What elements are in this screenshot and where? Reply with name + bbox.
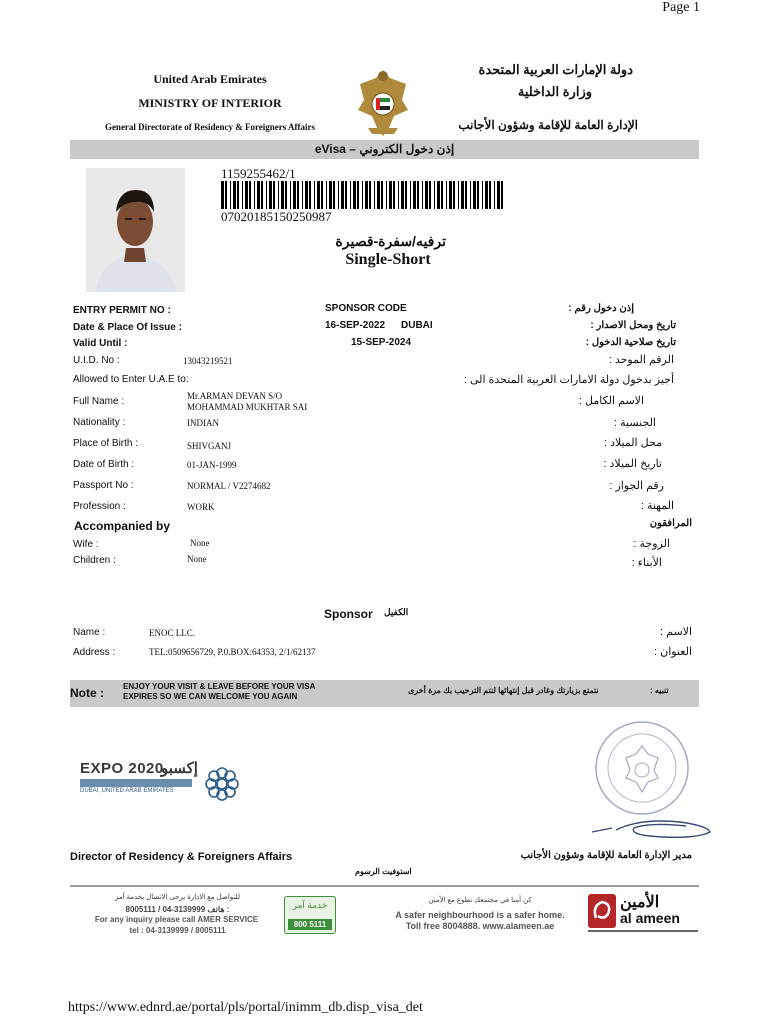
barcode-bar (369, 181, 371, 209)
barcode-bar (230, 181, 231, 209)
accompanied-title-ar: المرافقون (649, 518, 692, 529)
expo-arabic-strip (80, 779, 192, 787)
barcode-bar (365, 181, 368, 209)
date-place-ar: تاريخ ومحل الاصدار : (590, 320, 676, 331)
allowed-ar: أجيز بدخول دولة الامارات العربية المتحدة الى : (463, 374, 674, 386)
sponsor-title: Sponsor (324, 607, 373, 621)
barcode-bar (245, 181, 248, 209)
amer-logo-ar: خدمة آمر (292, 900, 328, 910)
valid-until-value: 15-SEP-2024 (351, 337, 412, 348)
barcode-bar (374, 181, 375, 209)
children-label: Children : (73, 555, 116, 566)
barcode-bar (482, 181, 483, 209)
barcode-bar (422, 181, 423, 209)
barcode-bar (485, 181, 488, 209)
barcode-bar (398, 181, 399, 209)
passport-ar: رقم الجواز : (609, 480, 664, 492)
uid-ar: الرقم الموحد : (608, 354, 674, 366)
full-name-ar: الاسم الكامل : (578, 395, 644, 407)
footer-divider (70, 885, 699, 887)
barcode-bar (446, 181, 447, 209)
barcode-bar (293, 181, 296, 209)
note-text-line1: ENJOY YOUR VISIT & LEAVE BEFORE YOUR VISA (123, 682, 316, 691)
barcode-bar (362, 181, 363, 209)
barcode-bar (453, 181, 455, 209)
amer-badge: 800 5111 (288, 919, 332, 930)
barcode-bar (345, 181, 347, 209)
barcode-bar (329, 181, 332, 209)
barcode-bar (326, 181, 327, 209)
barcode-bar (497, 181, 500, 209)
expo-title-ar: إكسبو (161, 760, 198, 777)
directorate-ar: الإدارة العامة للإقامة وشؤون الأجانب (458, 118, 638, 132)
barcode-bar (413, 181, 416, 209)
sponsor-code-label: SPONSOR CODE (325, 303, 407, 314)
profession-label: Profession : (73, 501, 126, 512)
sponsor-name-value: ENOC LLC. (149, 628, 195, 638)
evisa-title: eVisa – إذن دخول الكتروني (314, 142, 455, 156)
barcode-top-number: 1159255462/1 (221, 166, 296, 181)
barcode-bar (290, 181, 291, 209)
sponsor-title-ar: الكفيل (384, 607, 409, 617)
barcode-bar (377, 181, 380, 209)
passport-value: NORMAL / V2274682 (187, 481, 271, 491)
alameen-logo-underline (588, 930, 698, 932)
barcode-bar (489, 181, 491, 209)
barcode-bottom-number: 07020185150250987 (221, 209, 332, 224)
barcode-bar (225, 181, 227, 209)
barcode-bar (441, 181, 443, 209)
fees-paid-ar: استوفيت الرسوم (355, 867, 412, 876)
children-ar: الأبناء : (631, 557, 662, 569)
page-url: https://www.ednrd.ae/portal/pls/portal/inimm_db.disp_visa_det (68, 1000, 423, 1015)
wife-value: None (190, 538, 210, 548)
alameen-ar-line: كن آمنا في مجتمعك تطوع مع الأمين (428, 897, 532, 904)
date-of-birth-label: Date of Birth : (73, 459, 135, 470)
place-value: DUBAI (401, 320, 433, 331)
place-of-birth-ar: محل الميلاد : (603, 437, 662, 449)
barcode-bar (285, 181, 287, 209)
barcode-bar (429, 181, 431, 209)
barcode-bar (473, 181, 476, 209)
barcode-bar (309, 181, 311, 209)
expo-title: EXPO 2020 (80, 760, 164, 777)
barcode-bar (425, 181, 428, 209)
barcode-bar (257, 181, 260, 209)
barcode-bar (297, 181, 299, 209)
barcode-bar (501, 181, 503, 209)
barcode-bar (254, 181, 255, 209)
barcode-bar (338, 181, 339, 209)
barcode-bar (321, 181, 323, 209)
barcode-bar (465, 181, 467, 209)
barcode-bar (417, 181, 419, 209)
barcode-bar (449, 181, 452, 209)
sponsor-name-ar: الاسم : (660, 626, 692, 638)
barcode-bar (333, 181, 335, 209)
amer-phones-ar: 8005111 / 04-3139999 هاتف : (125, 905, 230, 914)
note-bar (70, 680, 699, 707)
barcode (221, 181, 508, 209)
barcode-bar (389, 181, 392, 209)
barcode-bar (434, 181, 435, 209)
barcode-bar (269, 181, 272, 209)
valid-until-label: Valid Until : (73, 338, 128, 349)
applicant-photo (86, 168, 185, 292)
barcode-bar (470, 181, 471, 209)
barcode-bar (393, 181, 395, 209)
nationality-label: Nationality : (73, 417, 126, 428)
sponsor-address-value: TEL:0509656729, P.0.BOX:64353, 2/1/62137 (149, 647, 316, 657)
barcode-bar (350, 181, 351, 209)
barcode-bar (305, 181, 308, 209)
barcode-bar (237, 181, 239, 209)
barcode-bar (341, 181, 344, 209)
note-label-ar: تنبيه : (650, 686, 669, 695)
visa-type-ar: ترفيه/سفرة-قصيرة (335, 233, 446, 249)
date-place-value: 16-SEP-2022 (325, 320, 386, 331)
alameen-line2: Toll free 8004888. www.alameen.ae (405, 921, 555, 931)
wife-label: Wife : (73, 539, 99, 550)
barcode-bar (302, 181, 303, 209)
director-title-ar: مدير الإدارة العامة للإقامة وشؤون الأجانب (520, 850, 692, 861)
amer-inquiry: For any inquiry please call AMER SERVICE (94, 915, 259, 924)
entry-permit-label: ENTRY PERMIT NO : (73, 305, 171, 316)
entry-permit-ar: إذن دخول رقم : (568, 303, 634, 314)
alameen-logo-en: al ameen (620, 910, 680, 926)
barcode-bar (233, 181, 236, 209)
barcode-bar (461, 181, 464, 209)
barcode-bar (278, 181, 279, 209)
wife-ar: الزوجة : (633, 538, 670, 550)
profession-ar: المهنة : (640, 500, 674, 512)
alameen-logo-ar: الأمين (620, 894, 660, 911)
evisa-title-bar (70, 140, 699, 159)
visa-type-en: Single-Short (345, 251, 431, 268)
amer-contact-ar: للتواصل مع الادارة يرجى الاتصال بخدمة آمر (115, 894, 240, 901)
note-text-ar: نتمتع بزيارتك وغادر قبل إنتهائها لنتم الترحيب بك مرة أخرى (408, 686, 599, 695)
date-of-birth-ar: تاريخ الميلاد : (603, 458, 662, 470)
full-name-label: Full Name : (73, 396, 125, 407)
date-place-label: Date & Place Of Issue : (73, 322, 182, 333)
barcode-bar (266, 181, 267, 209)
barcode-bar (317, 181, 320, 209)
amer-logo (284, 896, 336, 934)
valid-until-ar: تاريخ صلاحية الدخول : (585, 337, 676, 348)
barcode-bar (437, 181, 440, 209)
profession-value: WORK (187, 502, 215, 512)
nationality-ar: الجنسية : (614, 417, 656, 429)
sponsor-address-ar: العنوان : (654, 646, 692, 658)
place-of-birth-label: Place of Birth : (73, 438, 139, 449)
full-name-line2: MOHAMMAD MUKHTAR SAI (187, 402, 308, 412)
barcode-bar (381, 181, 383, 209)
barcode-bar (458, 181, 459, 209)
uid-label: U.I.D. No : (73, 355, 120, 366)
date-of-birth-value: 01-JAN-1999 (187, 460, 237, 470)
page-label: Page 1 (662, 0, 700, 15)
barcode-bar (410, 181, 411, 209)
ministry-en: MINISTRY OF INTERIOR (138, 96, 282, 110)
expo-flower-icon (202, 764, 242, 804)
directorate-en: General Directorate of Residency & Foreigners Affairs (104, 122, 316, 132)
full-name-line1: Mr.ARMAN DEVAN S/O (187, 391, 283, 401)
allowed-label: Allowed to Enter U.A.E to: (73, 374, 189, 385)
uid-value: 13043219521 (183, 356, 233, 366)
barcode-bar (281, 181, 284, 209)
nationality-value: INDIAN (187, 418, 219, 428)
barcode-bar (242, 181, 243, 209)
barcode-bar (401, 181, 404, 209)
place-of-birth-value: SHIVGANJ (187, 441, 232, 451)
barcode-bar (261, 181, 263, 209)
barcode-bar (221, 181, 224, 209)
sponsor-address-label: Address : (73, 647, 116, 658)
barcode-bar (357, 181, 359, 209)
children-value: None (187, 554, 207, 564)
alameen-emblem-icon (588, 894, 616, 928)
barcode-bar (314, 181, 315, 209)
uae-emblem-icon (354, 66, 412, 140)
amer-tel: tel : 04-3139999 / 8005111 (129, 926, 226, 935)
director-title: Director of Residency & Foreigners Affairs (70, 851, 293, 863)
official-stamp-icon (592, 718, 692, 818)
country-ar: دولة الإمارات العربية المتحدة (478, 62, 633, 77)
alameen-logo (588, 894, 698, 934)
barcode-bar (494, 181, 495, 209)
barcode-bar (273, 181, 275, 209)
barcode-bar (249, 181, 251, 209)
director-signature (590, 814, 720, 846)
barcode-bar (477, 181, 479, 209)
barcode-bar (353, 181, 356, 209)
barcode-bar (386, 181, 387, 209)
country-en: United Arab Emirates (153, 72, 267, 86)
expo-subtitle: DUBAI, UNITED ARAB EMIRATES (80, 788, 174, 794)
passport-label: Passport No : (73, 480, 134, 491)
barcode-bar (405, 181, 407, 209)
expo-2020-logo (78, 760, 248, 810)
note-text-line2: EXPIRES SO WE CAN WELCOME YOU AGAIN (123, 692, 298, 701)
alameen-line1: A safer neighbourhood is a safer home. (395, 910, 565, 920)
accompanied-title: Accompanied by (74, 519, 171, 533)
sponsor-name-label: Name : (73, 627, 106, 638)
ministry-ar: وزارة الداخلية (517, 84, 592, 99)
note-label: Note : (70, 686, 104, 700)
